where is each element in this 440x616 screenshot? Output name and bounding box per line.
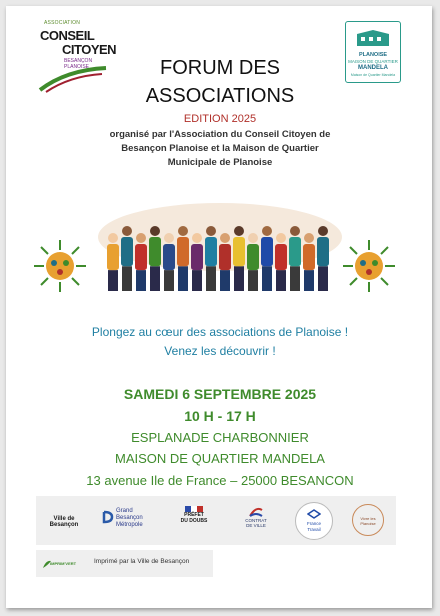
- grand-besancon-icon: [102, 510, 114, 524]
- logo-subtitle: BESANÇON PLANOISE: [64, 58, 93, 70]
- contrat-icon: [248, 506, 264, 518]
- besancon-logo-text: Ville de Besançon: [49, 516, 79, 528]
- printed-by-text: Imprimé par la Ville de Besançon: [94, 558, 190, 565]
- besancon-logo: [44, 510, 84, 540]
- imprim-vert-label: IMPRIM'VERT: [50, 561, 77, 566]
- sun-people-icon: [32, 238, 88, 294]
- partners-strip: [36, 496, 396, 545]
- maison-mandela-logo: [345, 21, 401, 83]
- grand-besancon-line-1: Grand: [116, 508, 133, 514]
- printed-by-box: [36, 550, 213, 577]
- prefet-line-1: PRÉFET: [184, 512, 204, 518]
- event-place-1: ESPLANADE CHARBONNIER: [131, 430, 309, 445]
- organizer-line-2: Besançon Planoise et la Maison de Quartier: [121, 143, 319, 154]
- event-place-2: MAISON DE QUARTIER MANDELA: [115, 451, 325, 466]
- tagline-line-1: Plongez au cœur des associations de Planoise !: [91, 325, 349, 339]
- contrat-line-2: DE VILLE: [246, 523, 266, 528]
- prefet-doubs-logo: [174, 506, 214, 536]
- tagline-line-2: Venez les découvrir !: [164, 344, 276, 358]
- organizer-line-3: Municipale de Planoise: [167, 157, 273, 168]
- logo-line-2: CITOYEN: [62, 42, 117, 57]
- logo-right-line-4: Maison de Quartier Mandela: [350, 73, 396, 77]
- logo-right-line-3: MANDELA: [358, 65, 388, 71]
- contrat-de-ville-logo: [236, 506, 276, 536]
- edition-label: EDITION 2025: [183, 113, 257, 125]
- grand-besancon-line-2: Besançon: [116, 515, 143, 521]
- logo-line-1: CONSEIL: [40, 28, 95, 43]
- vivre-planoise-logo: [346, 504, 390, 538]
- event-date: SAMEDI 6 SEPTEMBRE 2025: [123, 386, 317, 402]
- france-travail-logo: [294, 502, 334, 540]
- event-hours: 10 H - 17 H: [184, 408, 256, 424]
- logo-right-line-1: PLANOISE: [358, 52, 388, 58]
- prefet-line-2: DU DOUBS: [180, 518, 208, 524]
- grand-besancon-logo: [102, 506, 158, 536]
- vivre-text: Vivre les Planoise: [360, 516, 376, 526]
- france-travail-icon: [307, 509, 321, 519]
- sun-people-icon-right: [341, 238, 397, 294]
- contrat-line-1: CONTRAT: [245, 518, 267, 523]
- france-travail-line-2: Travail: [307, 527, 321, 532]
- page-title-line-2: ASSOCIATIONS: [145, 85, 295, 107]
- logo-right-line-2: MAISON DE QUARTIER: [348, 59, 398, 64]
- crowd-illustration: [95, 195, 345, 295]
- france-travail-line-1: France: [306, 521, 321, 526]
- logo-small-text: ASSOCIATION: [44, 20, 81, 26]
- organizer-line-1: organisé par l'Association du Conseil Citoyen de: [109, 129, 331, 140]
- grand-besancon-line-3: Métropole: [116, 522, 143, 528]
- event-address: 13 avenue Ile de France – 25000 BESANCON: [86, 473, 354, 488]
- building-icon: [355, 28, 391, 48]
- page-title-line-1: FORUM DES: [160, 57, 280, 79]
